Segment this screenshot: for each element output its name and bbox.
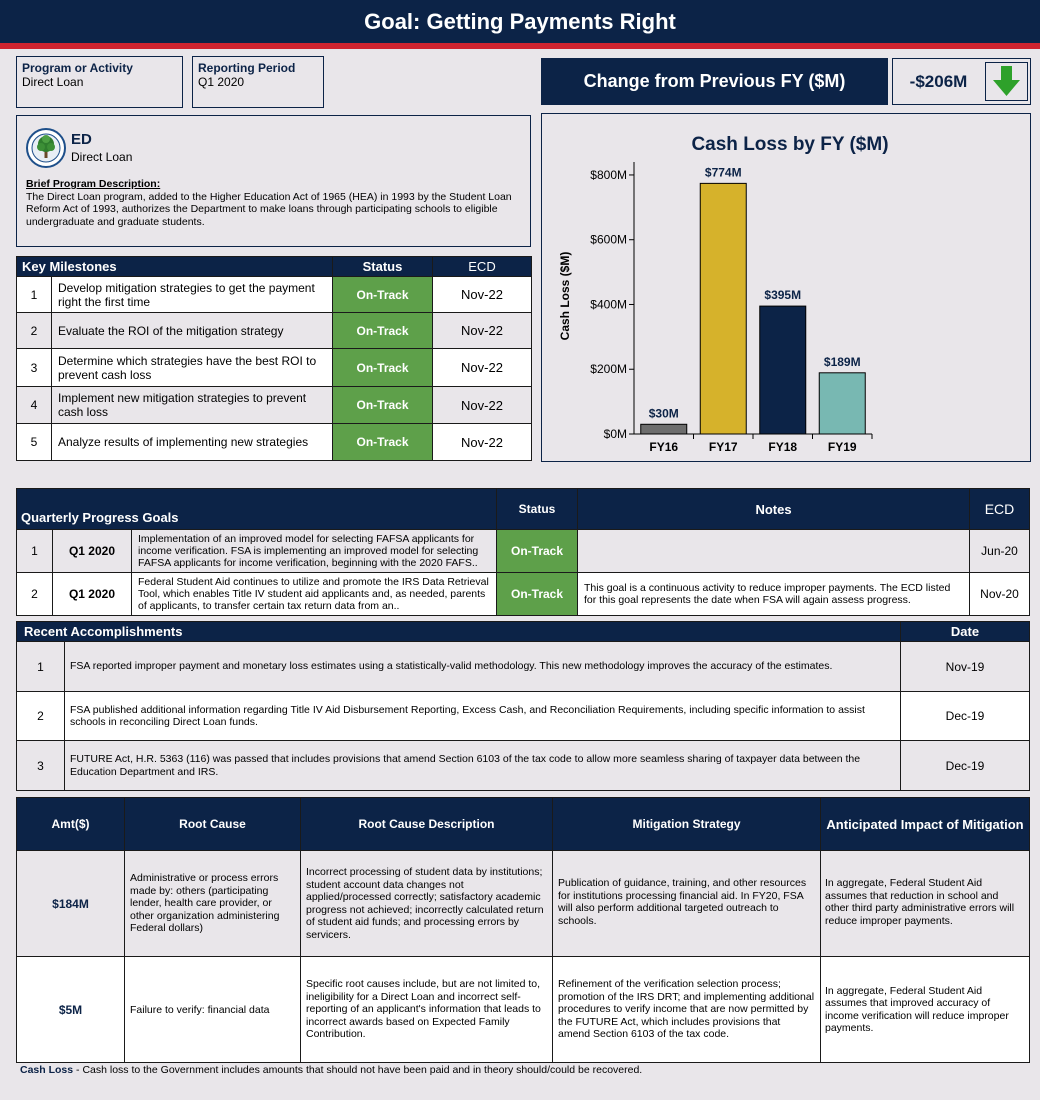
chart-y-tick-label: $400M	[590, 297, 627, 312]
milestone-number: 2	[17, 313, 52, 349]
quarterly-ecd: Nov-20	[970, 573, 1030, 616]
accomplishment-number: 3	[17, 741, 65, 791]
milestone-row	[17, 349, 532, 387]
period-value: Q1 2020	[198, 75, 245, 89]
quarterly-goals-table	[16, 488, 1030, 616]
milestones-table	[16, 256, 532, 461]
milestone-ecd: Nov-22	[433, 349, 532, 387]
root-cause-amount: $184M	[17, 851, 125, 957]
chart-data-label: $774M	[704, 165, 742, 180]
chart-bar	[641, 424, 687, 434]
change-box	[892, 58, 1031, 105]
chart-data-label: $30M	[648, 406, 679, 421]
anticipated-impact-header: Anticipated Impact of Mitigation	[821, 798, 1030, 851]
quarterly-quarter: Q1 2020	[53, 530, 132, 573]
period-label: Reporting Period	[198, 61, 296, 75]
program-box	[16, 56, 183, 108]
chart-data-label: $395M	[764, 288, 802, 303]
status-badge: On-Track	[333, 387, 433, 424]
footnote-term: Cash Loss	[20, 1064, 74, 1076]
quarterly-ecd: Jun-20	[970, 530, 1030, 573]
quarterly-notes: This goal is a continuous activity to reduce improper payments. The ECD listed for this goal represents the date when FSA will again assess progress.	[578, 573, 970, 616]
description-title: Brief Program Description:	[26, 178, 161, 190]
status-badge: On-Track	[333, 424, 433, 461]
accomplishment-row	[17, 692, 1030, 741]
accomplishment-date: Dec-19	[901, 692, 1030, 741]
milestone-text: Implement new mitigation strategies to prevent cash loss	[52, 387, 333, 424]
change-value: -$206M	[909, 72, 968, 91]
status-badge: On-Track	[333, 313, 433, 349]
chart-y-tick-label: $0M	[603, 427, 627, 441]
status-badge: On-Track	[333, 277, 433, 313]
accomplishment-text: FSA published additional information regarding Title IV Aid Disbursement Reporting, Excess Cash, and Reconciliation Requirements, including specific information to assist schools in reconciling Direct Loan funds.	[65, 692, 901, 741]
anticipated-impact: In aggregate, Federal Student Aid assumes that improved accuracy of income verification will reduce improper payments.	[821, 957, 1030, 1063]
chart-data-label: $189M	[823, 354, 861, 369]
quarterly-ecd-header: ECD	[970, 489, 1030, 530]
chart-x-tick-label: FY19	[827, 440, 857, 454]
milestones-status-header: Status	[333, 257, 433, 277]
root-cause-header: Root Cause	[125, 798, 301, 851]
milestone-number: 5	[17, 424, 52, 461]
chart-y-tick-label: $800M	[590, 167, 627, 182]
root-cause-row	[17, 957, 1030, 1063]
quarterly-row	[17, 530, 1030, 573]
accomplishment-date: Nov-19	[901, 642, 1030, 692]
milestone-text: Develop mitigation strategies to get the payment right the first time	[52, 277, 333, 313]
agency-subname: Direct Loan	[71, 150, 133, 164]
chart-y-axis-label: Cash Loss ($M)	[558, 251, 572, 341]
quarterly-notes-header: Notes	[578, 489, 970, 530]
milestones-ecd-header: ECD	[433, 257, 532, 277]
accomplishment-number: 1	[17, 642, 65, 692]
chart-title: Cash Loss by FY ($M)	[691, 134, 889, 155]
root-cause-row	[17, 851, 1030, 957]
chart-y-tick-label: $600M	[590, 232, 627, 247]
milestone-ecd: Nov-22	[433, 424, 532, 461]
milestone-text: Analyze results of implementing new strategies	[52, 424, 333, 461]
milestone-number: 3	[17, 349, 52, 387]
milestone-number: 1	[17, 277, 52, 313]
cash-loss-chart-svg	[542, 114, 1030, 461]
root-cause-text: Failure to verify: financial data	[125, 957, 301, 1063]
milestones-header: Key Milestones	[17, 257, 333, 277]
quarterly-notes	[578, 530, 970, 573]
root-cause-description: Incorrect processing of student data by institutions; student account data changes not applied/processed correctly; satisfactory academic progress not achieved; incorrectly calculated return of student aid funds; and processing errors by servicers.	[301, 851, 553, 957]
agency-name: ED	[71, 131, 92, 148]
root-cause-text: Administrative or process errors made by: others (participating lender, health care provider, or other organization administering Federal dollars)	[125, 851, 301, 957]
footnote-text: - Cash loss to the Government includes amounts that should not have been paid and in theory should/could be recovered.	[73, 1064, 643, 1076]
change-label: Change from Previous FY ($M)	[541, 58, 888, 105]
mitigation-strategy: Publication of guidance, training, and other resources for institutions processing financial aid. In FY20, FSA will also perform additional targeted outreach to schools.	[553, 851, 821, 957]
quarterly-header: Quarterly Progress Goals	[17, 489, 497, 530]
status-badge: On-Track	[333, 349, 433, 387]
milestone-ecd: Nov-22	[433, 313, 532, 349]
chart-x-tick-label: FY18	[768, 440, 798, 454]
quarterly-status-header: Status	[497, 489, 578, 530]
chart-x-tick-label: FY17	[708, 440, 738, 454]
quarterly-number: 2	[17, 573, 53, 616]
root-cause-amount: $5M	[17, 957, 125, 1063]
mitigation-strategy-header: Mitigation Strategy	[553, 798, 821, 851]
milestone-text: Determine which strategies have the best ROI to prevent cash loss	[52, 349, 333, 387]
quarterly-goal-text: Implementation of an improved model for selecting FAFSA applicants for income verification. FSA is implementing an improved model for selecting FAFSA applicants for income verification, beginning with the 2020 FAFS..	[132, 530, 497, 573]
quarterly-number: 1	[17, 530, 53, 573]
chart-bar	[819, 373, 865, 434]
chart-y-tick-label: $200M	[590, 362, 627, 377]
accomplishment-row	[17, 642, 1030, 692]
accomplishments-table	[16, 621, 1030, 791]
accomplishment-date: Dec-19	[901, 741, 1030, 791]
milestone-text: Evaluate the ROI of the mitigation strategy	[52, 313, 333, 349]
program-label: Program or Activity	[22, 61, 133, 75]
mitigation-strategy: Refinement of the verification selection process; promotion of the IRS DRT; and implementing additional procedures to verify income that are now permitted by the FUTURE Act, which includes provisions that amend Section 6103 of the tax code.	[553, 957, 821, 1063]
program-description-box	[16, 115, 531, 247]
milestone-row	[17, 424, 532, 461]
accomplishment-text: FUTURE Act, H.R. 5363 (116) was passed that includes provisions that amend Section 6103 of the tax code to allow more seamless sharing of taxpayer data between the Education Department and IRS.	[65, 741, 901, 791]
chart-bar	[700, 183, 746, 434]
ed-seal-icon	[26, 128, 66, 168]
program-value: Direct Loan	[22, 75, 84, 89]
root-cause-description-header: Root Cause Description	[301, 798, 553, 851]
chart-bar	[760, 306, 806, 434]
quarterly-quarter: Q1 2020	[53, 573, 132, 616]
accomplishment-row	[17, 741, 1030, 791]
cash-loss-chart	[541, 113, 1031, 462]
quarterly-goal-text: Federal Student Aid continues to utilize and promote the IRS Data Retrieval Tool, which enables Title IV student aid applicants and, as needed, parents of applicants, to transfer certain tax return data from an..	[132, 573, 497, 616]
accomplishments-date-header: Date	[901, 622, 1030, 642]
arrow-down-icon	[985, 62, 1028, 101]
accomplishment-number: 2	[17, 692, 65, 741]
quarterly-row	[17, 573, 1030, 616]
amount-header: Amt($)	[17, 798, 125, 851]
milestone-row	[17, 387, 532, 424]
milestone-row	[17, 277, 532, 313]
milestone-number: 4	[17, 387, 52, 424]
program-description	[26, 178, 521, 228]
header-divider	[0, 43, 1040, 49]
status-badge: On-Track	[497, 573, 578, 616]
root-cause-table	[16, 797, 1030, 1063]
accomplishments-header: Recent Accomplishments	[17, 622, 901, 642]
period-box	[192, 56, 324, 108]
status-badge: On-Track	[497, 530, 578, 573]
milestone-ecd: Nov-22	[433, 387, 532, 424]
accomplishment-text: FSA reported improper payment and monetary loss estimates using a statistically-valid methodology. This new methodology improves the accuracy of the estimates.	[65, 642, 901, 692]
footnote	[20, 1064, 642, 1076]
milestone-ecd: Nov-22	[433, 277, 532, 313]
chart-x-tick-label: FY16	[649, 440, 679, 454]
anticipated-impact: In aggregate, Federal Student Aid assumes that reduction in school and other third party administrative errors will reduce improper payments.	[821, 851, 1030, 957]
description-text: The Direct Loan program, added to the Higher Education Act of 1965 (HEA) in 1993 by the Student Loan Reform Act of 1993, authorizes the Department to make loans through participating schools to eligible undergraduate and graduate students.	[26, 190, 512, 228]
page-title: Goal: Getting Payments Right	[0, 0, 1040, 43]
milestone-row	[17, 313, 532, 349]
root-cause-description: Specific root causes include, but are not limited to, ineligibility for a Direct Loan and incorrect self-reporting of an applicant's information that leads to incorrect awards based on Expected Family Contribution.	[301, 957, 553, 1063]
